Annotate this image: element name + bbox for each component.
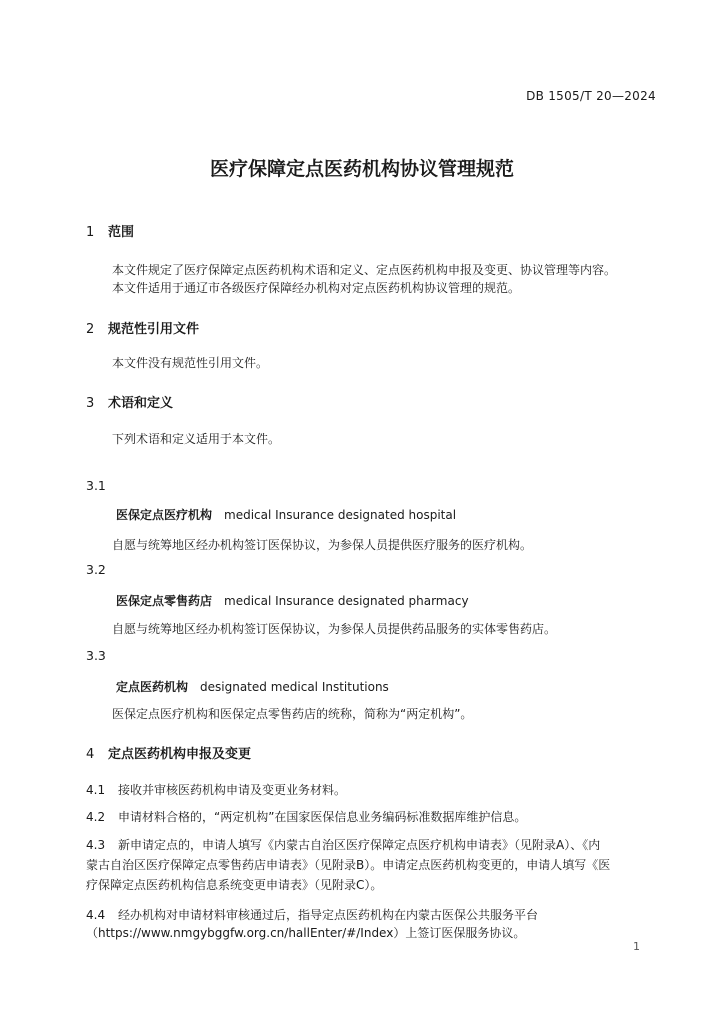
section-title: 定点医药机构申报及变更 (108, 747, 252, 762)
section-number: 2 (86, 322, 95, 337)
term-en: medical Insurance designated hospital (224, 508, 457, 522)
term-definition: 自愿与统筹地区经办机构签订医保协议，为参保人员提供药品服务的实体零售药店。 (112, 622, 557, 636)
scope-paragraph: 本文件规定了医疗保障定点医药机构术语和定义、定点医药机构申报及变更、协议管理等内容。 (112, 263, 617, 277)
term-number: 3.1 (86, 478, 106, 493)
section-number: 3 (86, 396, 95, 411)
section-title: 范围 (108, 225, 135, 240)
clause-text: 申请材料合格的，“两定机构”在国家医保信息业务编码标准数据库维护信息。 (118, 810, 527, 824)
clause-number: 4.4 (86, 908, 106, 922)
clause-text-continued: 疗保障定点医药机构信息系统变更申请表》（见附录C）。 (86, 878, 383, 892)
term-zh: 医保定点零售药店 (116, 594, 213, 608)
page-title: 医疗保障定点医药机构协议管理规范 (209, 158, 514, 180)
term-number: 3.2 (86, 562, 106, 577)
section-number: 4 (86, 747, 95, 762)
scope-paragraph: 本文件适用于通辽市各级医疗保障经办机构对定点医药机构协议管理的规范。 (112, 281, 521, 295)
term-zh: 定点医药机构 (116, 680, 189, 694)
term-zh: 医保定点医疗机构 (116, 508, 213, 522)
clause-4-2 (86, 808, 526, 825)
term-definition: 医保定点医疗机构和医保定点零售药店的统称，简称为“两定机构”。 (112, 707, 473, 721)
clause-number: 4.2 (86, 810, 106, 824)
terms-intro: 下列术语和定义适用于本文件。 (112, 432, 281, 446)
term-en: medical Insurance designated pharmacy (224, 594, 469, 608)
term-entry (116, 592, 469, 609)
document-number: DB 1505/T 20—2024 (526, 89, 656, 103)
normative-paragraph: 本文件没有规范性引用文件。 (112, 356, 269, 370)
section-heading-normative (86, 318, 199, 337)
term-entry (116, 506, 456, 523)
section-heading-scope (86, 221, 134, 240)
clause-4-1 (86, 781, 346, 798)
section-title: 规范性引用文件 (108, 322, 200, 337)
page-number: 1 (633, 940, 640, 953)
clause-number: 4.1 (86, 783, 106, 797)
clause-text: 新申请定点的，申请人填写《内蒙古自治区医疗保障定点医疗机构申请表》（见附录A）、《内 (118, 838, 601, 852)
term-number: 3.3 (86, 648, 106, 663)
term-entry (116, 678, 389, 695)
clause-number: 4.3 (86, 838, 106, 852)
clause-text: 经办机构对申请材料审核通过后，指导定点医药机构在内蒙古医保公共服务平台 (118, 908, 539, 922)
section-number: 1 (86, 225, 95, 240)
clause-4-3 (86, 836, 600, 853)
term-definition: 自愿与统筹地区经办机构签订医保协议，为参保人员提供医疗服务的医疗机构。 (112, 538, 533, 552)
term-en: designated medical Institutions (200, 680, 389, 694)
clause-text: 接收并审核医药机构申请及变更业务材料。 (118, 783, 347, 797)
section-heading-terms (86, 392, 173, 411)
clause-text-continued: 蒙古自治区医疗保障定点零售药店申请表》（见附录B）。申请定点医药机构变更的，申请人填写《医 (86, 858, 611, 872)
clause-4-4 (86, 906, 538, 923)
section-heading-application (86, 743, 251, 762)
section-title: 术语和定义 (108, 396, 174, 411)
clause-text-continued: （https://www.nmgybggfw.org.cn/hallEnter/#/Index）上签订医保服务协议。 (86, 926, 526, 940)
